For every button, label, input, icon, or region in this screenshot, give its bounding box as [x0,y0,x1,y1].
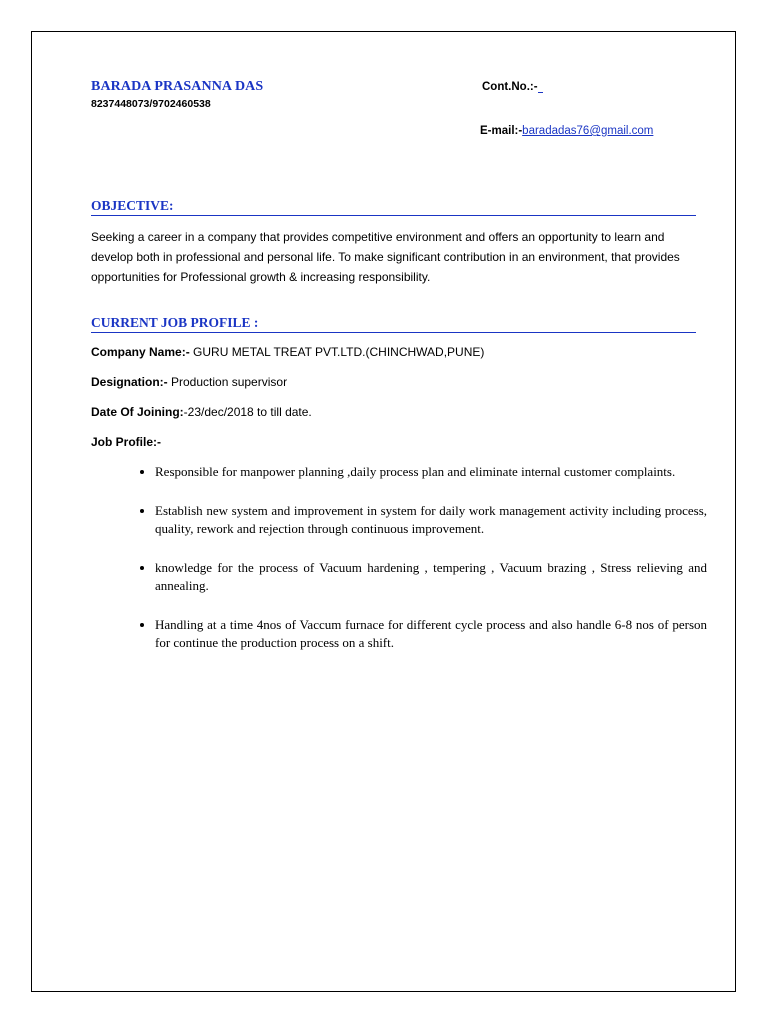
email-row [480,125,653,137]
list-item: • Establish new system and improvement in system for daily work management activity including process, quality, rework and rejection through continuous improvement. [155,502,707,538]
candidate-name: BARADA PRASANNA DAS [91,79,264,94]
designation-value: Production supervisor [167,375,288,389]
current-job-heading: CURRENT JOB PROFILE : [91,315,696,333]
list-item: • knowledge for the process of Vacuum hardening , tempering , Vacuum brazing , Stress relieving and annealing. [155,559,707,595]
contact-blank-underline [538,81,543,93]
list-item: • Responsible for manpower planning ,daily process plan and eliminate internal customer complaints. [155,463,707,481]
job-profile-list [126,463,707,673]
company-value: GURU METAL TREAT PVT.LTD.(CHINCHWAD,PUNE) [189,345,485,359]
doj-label: Date Of Joining: [91,405,184,419]
contact-number-row [482,81,543,93]
objective-text: Seeking a career in a company that provides competitive environment and offers an opportunity to learn and develop both in professional and personal life. To make significant contribution in an environment, that provides opportunities for Professional growth & increasing responsibility. [91,230,680,284]
designation-row [91,375,287,389]
designation-label: Designation:- [91,375,168,389]
job-profile-row [91,435,161,449]
list-item: • Handling at a time 4nos of Vaccum furnace for different cycle process and also handle 6-8 nos of person for continue the production process on a shift. [155,616,707,652]
company-name-row [91,345,484,359]
company-label: Company Name:- [91,345,190,359]
doj-value: -23/dec/2018 to till date. [183,405,312,419]
email-label: E-mail:- [480,125,523,137]
contact-label: Cont.No.:- [482,81,538,93]
objective-heading: OBJECTIVE: [91,198,696,216]
phone-numbers: 8237448073/9702460538 [91,98,211,110]
date-of-joining-row [91,405,312,419]
resume-page [31,31,736,992]
email-link[interactable]: baradadas76@gmail.com [522,125,654,137]
job-profile-label: Job Profile:- [91,435,162,449]
